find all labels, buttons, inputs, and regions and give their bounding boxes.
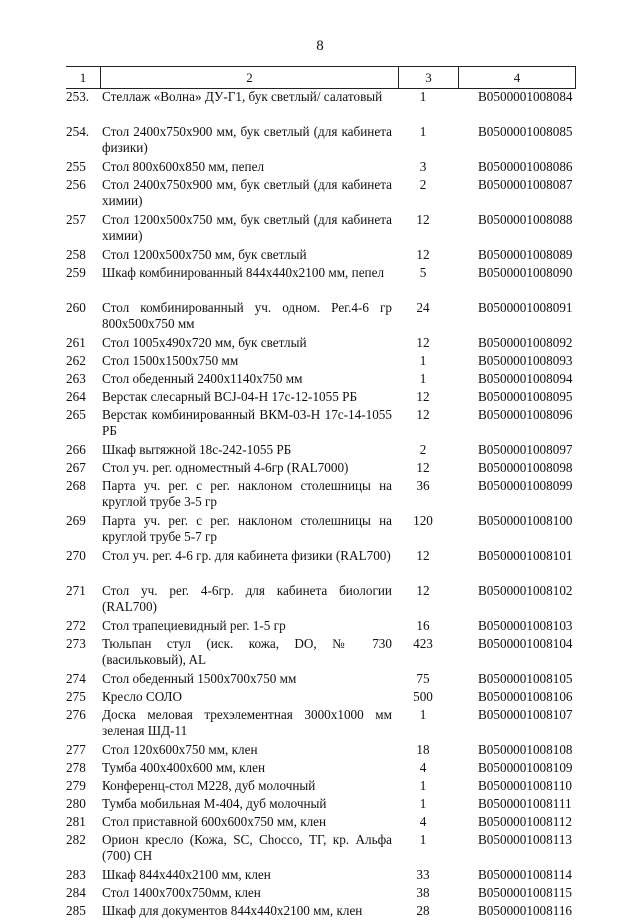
column-header-number: 1 [79,70,87,85]
item-name: Стол 2400х750х900 мм, бук светлый (для кабинета химии) [102,177,392,208]
item-name: Стол уч. рег. 4-6 гр. для кабинета физики (RAL700) [102,548,391,563]
table-row [66,460,576,476]
inventory-code: B0500001008097 [478,442,573,457]
inventory-code: B0500001008099 [478,478,573,493]
item-quantity: 1 [419,89,427,104]
item-quantity: 1 [419,371,427,386]
table-row [66,407,576,439]
row-number: 280 [66,796,86,811]
inventory-code: B0500001008091 [478,300,573,315]
inventory-code: B0500001008104 [478,636,573,651]
inventory-code: B0500001008107 [478,707,573,722]
inventory-code: B0500001008100 [478,513,573,528]
item-name: Шкаф вытяжной 18с-242-1055 РБ [102,442,292,457]
item-name: Стол 2400х750х900 мм, бук светлый (для кабинета физики) [102,124,392,155]
column-header-quantity: 3 [398,67,458,88]
item-name: Стол 1200х500х750 мм, бук светлый [102,247,307,262]
row-number: 283 [66,867,86,882]
inventory-code: B0500001008096 [478,407,573,422]
item-name: Стол обеденный 1500х700х750 мм [102,671,297,686]
item-name: Парта уч. рег. с рег. наклоном столешницы на круглой трубе 3-5 гр [102,478,392,509]
item-name: Стол уч. рег. 4-6гр. для кабинета биологии (RAL700) [102,583,392,614]
row-number: 256 [66,177,86,192]
row-number: 260 [66,300,86,315]
inventory-code: B0500001008115 [478,885,573,900]
table-row [66,814,576,830]
inventory-code: B0500001008090 [478,265,573,280]
row-number: 274 [66,671,86,686]
table-header [66,66,576,89]
row-number: 275 [66,689,86,704]
item-quantity: 4 [419,814,427,829]
row-number: 268 [66,478,86,493]
table-row [66,671,576,687]
inventory-code: B0500001008094 [478,371,573,386]
inventory-code: B0500001008088 [478,212,573,227]
item-name: Стол 1200х500х750 мм, бук светлый (для кабинета химии) [102,212,392,243]
item-quantity: 4 [419,760,427,775]
item-name: Стол 120х600х750 мм, клен [102,742,258,757]
row-number: 254. [66,124,90,139]
row-number: 276 [66,707,86,722]
table-row [66,548,576,580]
row-number: 262 [66,353,86,368]
item-quantity: 12 [416,460,430,475]
item-name: Шкаф для документов 844х440х2100 мм, клен [102,903,363,918]
item-name: Конференц-стол М228, дуб молочный [102,778,316,793]
row-number: 266 [66,442,86,457]
item-quantity: 2 [419,442,427,457]
item-name: Стол комбинированный уч. одном. Рег.4-6 гр 800х500х750 мм [102,300,392,331]
row-number: 285 [66,903,86,918]
inventory-code: B0500001008105 [478,671,573,686]
inventory-code: B0500001008103 [478,618,573,633]
inventory-code: B0500001008089 [478,247,573,262]
row-number: 284 [66,885,86,900]
table-row [66,335,576,351]
inventory-code: B0500001008109 [478,760,573,775]
inventory-code: B0500001008098 [478,460,573,475]
item-name: Тюльпан стул (иск. кожа, DO, № 730 (васильковый), AL [102,636,392,667]
table-row [66,689,576,705]
item-quantity: 1 [419,832,427,847]
item-name: Тумба 400х400х600 мм, клен [102,760,266,775]
row-number: 255 [66,159,86,174]
inventory-code: B0500001008102 [478,583,573,598]
inventory-code: B0500001008085 [478,124,573,139]
item-quantity: 1 [419,707,427,722]
item-name: Тумба мобильная М-404, дуб молочный [102,796,327,811]
table-row [66,778,576,794]
item-quantity: 1 [419,778,427,793]
item-quantity: 28 [416,903,430,918]
inventory-code: B0500001008093 [478,353,573,368]
row-number: 258 [66,247,86,262]
row-number: 282 [66,832,86,847]
table-body [66,89,576,919]
item-name: Орион кресло (Кожа, SC, Choсco, ТГ, кр. Альфа (700) СН [102,832,392,863]
item-name: Верстак комбинированный ВКМ-03-Н 17с-14-1055 РБ [102,407,392,438]
table-row [66,159,576,175]
item-quantity: 1 [419,124,427,139]
inventory-code: B0500001008110 [478,778,573,793]
item-name: Стол 1500х1500х750 мм [102,353,239,368]
table-row [66,177,576,209]
item-name: Доска меловая трехэлементная 3000х1000 мм зеленая ШД-11 [102,707,392,738]
item-name: Стол 1400х700х750мм, клен [102,885,261,900]
inventory-code: B0500001008092 [478,335,573,350]
inventory-code: B0500001008108 [478,742,573,757]
item-quantity: 12 [416,212,430,227]
inventory-table [66,66,576,921]
item-name: Парта уч. рег. с рег. наклоном столешницы на круглой трубе 5-7 гр [102,513,392,544]
row-number: 264 [66,389,86,404]
row-number: 263 [66,371,86,386]
table-row [66,583,576,615]
column-header-code: 4 [458,67,576,88]
inventory-code: B0500001008113 [478,832,573,847]
table-row [66,707,576,739]
item-quantity: 16 [416,618,430,633]
item-name: Верстак слесарный ВСЈ-04-Н 17с-12-1055 РБ [102,389,358,404]
table-row [66,618,576,634]
table-row [66,478,576,510]
row-number: 271 [66,583,86,598]
item-name: Стол обеденный 2400х1140х750 мм [102,371,303,386]
item-quantity: 3 [419,159,427,174]
inventory-code: B0500001008084 [478,89,573,104]
table-row [66,300,576,332]
inventory-code: B0500001008106 [478,689,573,704]
inventory-code: B0500001008101 [478,548,573,563]
item-quantity: 33 [416,867,430,882]
item-quantity: 5 [419,265,427,280]
item-name: Стол 800х600х850 мм, пепел [102,159,265,174]
item-quantity: 1 [419,796,427,811]
table-row [66,796,576,812]
row-number: 267 [66,460,86,475]
item-quantity: 120 [413,513,433,528]
inventory-code: B0500001008112 [478,814,573,829]
item-quantity: 12 [416,335,430,350]
table-row [66,742,576,758]
table-row [66,636,576,668]
inventory-code: B0500001008087 [478,177,573,192]
table-row [66,867,576,883]
table-row [66,442,576,458]
inventory-code: B0500001008114 [478,867,573,882]
row-number: 278 [66,760,86,775]
table-row [66,832,576,864]
row-number: 277 [66,742,86,757]
inventory-code: B0500001008095 [478,389,573,404]
row-number: 253. [66,89,90,104]
item-quantity: 500 [413,689,433,704]
row-number: 269 [66,513,86,528]
item-name: Шкаф 844х440х2100 мм, клен [102,867,271,882]
item-quantity: 12 [416,407,430,422]
item-quantity: 18 [416,742,430,757]
table-row [66,247,576,263]
item-quantity: 12 [416,247,430,262]
item-quantity: 2 [419,177,427,192]
table-row [66,513,576,545]
item-quantity: 12 [416,548,430,563]
table-row [66,760,576,776]
item-quantity: 12 [416,583,430,598]
item-name: Кресло СОЛО [102,689,183,704]
item-quantity: 12 [416,389,430,404]
row-number: 273 [66,636,86,651]
inventory-code: B0500001008116 [478,903,573,918]
item-quantity: 75 [416,671,430,686]
table-row [66,124,576,156]
row-number: 270 [66,548,86,563]
column-header-name: 2 [100,67,398,88]
page-number: 8 [316,38,324,54]
row-number: 261 [66,335,86,350]
item-name: Стол 1005х490х720 мм, бук светлый [102,335,307,350]
row-number: 281 [66,814,86,829]
row-number: 259 [66,265,86,280]
inventory-code: B0500001008086 [478,159,573,174]
item-name: Стол приставной 600х600х750 мм, клен [102,814,327,829]
item-quantity: 36 [416,478,430,493]
table-row [66,903,576,919]
item-quantity: 24 [416,300,430,315]
table-row [66,885,576,901]
table-row [66,89,576,121]
table-row [66,265,576,297]
table-row [66,212,576,244]
table-row [66,353,576,369]
row-number: 257 [66,212,86,227]
row-number: 265 [66,407,86,422]
row-number: 272 [66,618,86,633]
item-quantity: 1 [419,353,427,368]
item-name: Стол трапециевидный рег. 1-5 гр [102,618,286,633]
table-row [66,371,576,387]
item-name: Шкаф комбинированный 844х440х2100 мм, пепел [102,265,385,280]
item-name: Стол уч. рег. одноместный 4-6гр (RAL7000) [102,460,349,475]
table-row [66,389,576,405]
item-name: Стеллаж «Волна» ДУ-Г1, бук светлый/ салатовый [102,89,383,104]
row-number: 279 [66,778,86,793]
item-quantity: 423 [413,636,433,651]
inventory-code: B0500001008111 [478,796,572,811]
item-quantity: 38 [416,885,430,900]
